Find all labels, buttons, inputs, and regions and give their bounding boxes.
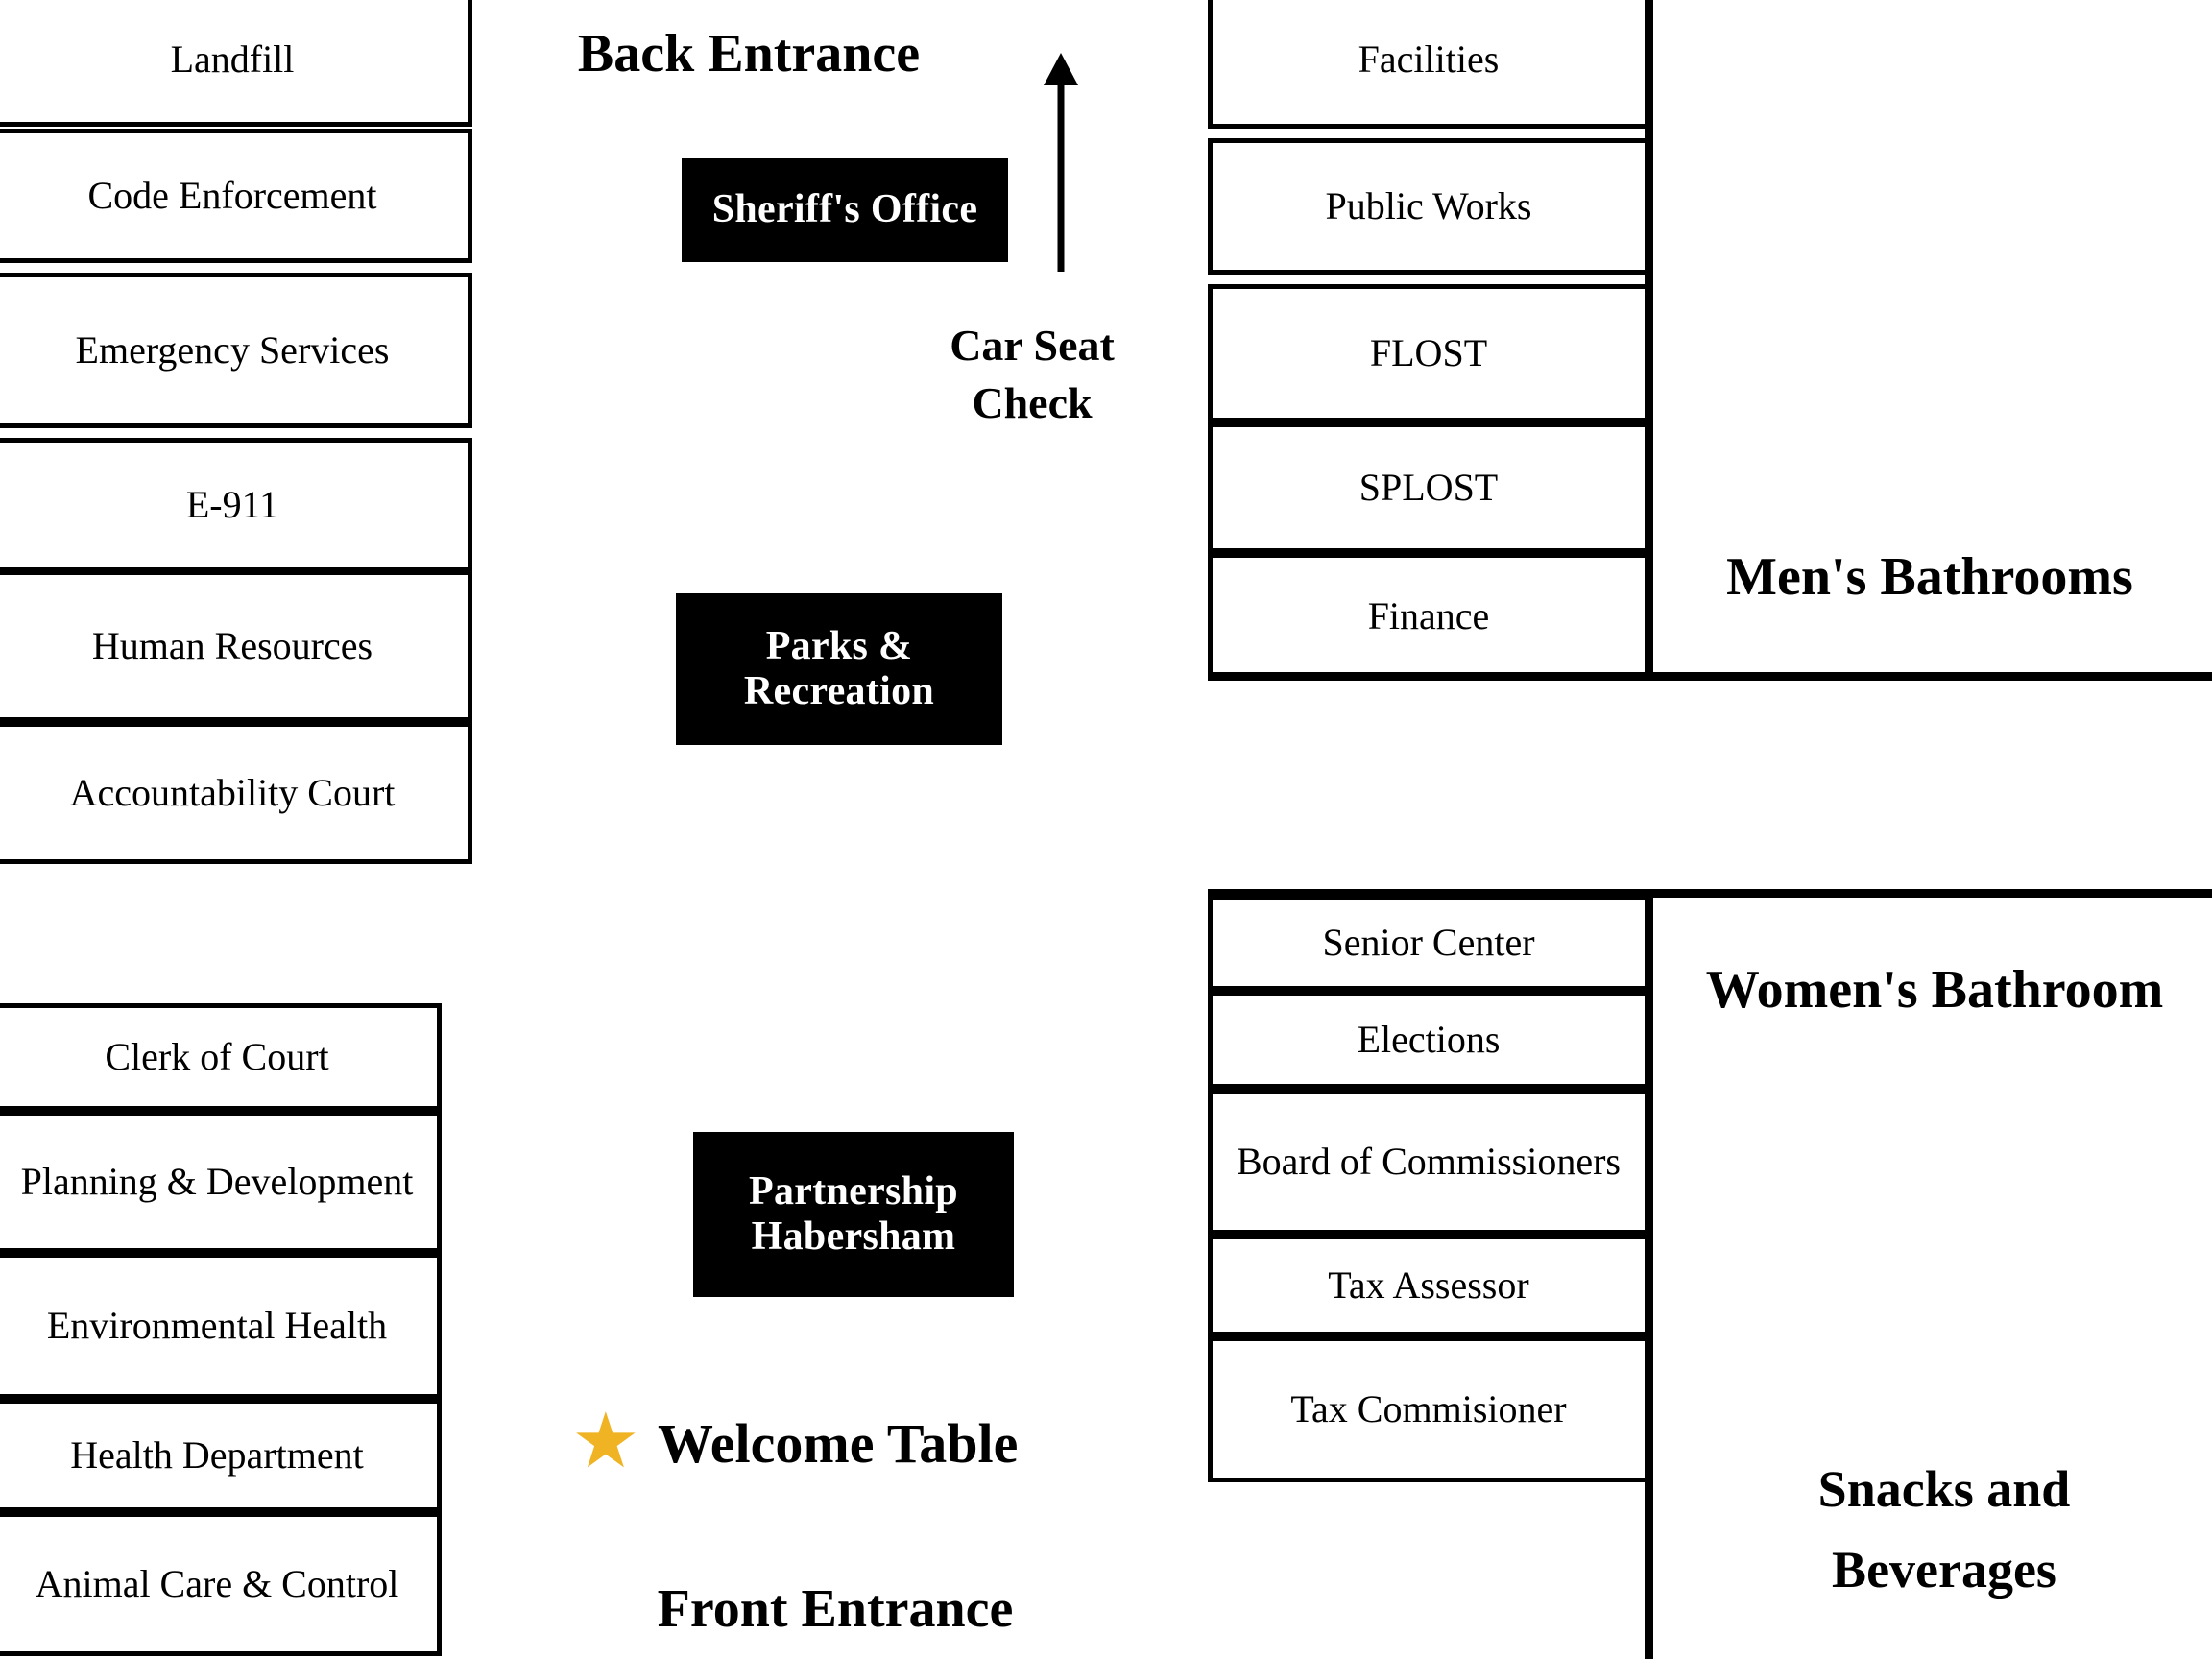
booth-label: Partnership Habersham bbox=[749, 1168, 958, 1259]
room-label: Landfill bbox=[170, 36, 295, 81]
room-code-enforcement[interactable] bbox=[0, 129, 472, 263]
booth-sheriffs-office[interactable] bbox=[682, 158, 1008, 262]
room-human-resources[interactable] bbox=[0, 570, 472, 722]
room-label: E-911 bbox=[185, 482, 279, 526]
room-label: Facilities bbox=[1358, 36, 1500, 81]
booth-parks-recreation[interactable] bbox=[676, 593, 1002, 745]
room-label: Environmental Health bbox=[46, 1303, 388, 1347]
corridor-wall-top-bottom bbox=[1208, 672, 2212, 681]
room-public-works[interactable] bbox=[1208, 138, 1649, 275]
room-label: Tax Commisioner bbox=[1290, 1386, 1567, 1431]
car-seat-check-arrow bbox=[1032, 53, 1090, 274]
corridor-wall-bottom-top bbox=[1208, 889, 2212, 898]
room-splost[interactable] bbox=[1208, 422, 1649, 553]
room-accountability-court[interactable] bbox=[0, 722, 472, 864]
room-tax-assessor[interactable] bbox=[1208, 1235, 1649, 1336]
room-label: Accountability Court bbox=[69, 770, 396, 814]
label-welcome-table: Welcome Table bbox=[658, 1412, 1019, 1475]
room-animal-care-control[interactable] bbox=[0, 1512, 442, 1656]
room-label: Tax Assessor bbox=[1328, 1262, 1529, 1307]
room-label: Emergency Services bbox=[75, 327, 390, 372]
room-label: Health Department bbox=[70, 1432, 364, 1477]
room-facilities[interactable] bbox=[1208, 0, 1649, 129]
room-label: Human Resources bbox=[91, 623, 373, 667]
corridor-wall-bottom-right bbox=[1645, 889, 1653, 1659]
room-board-of-commissioners[interactable] bbox=[1208, 1089, 1649, 1235]
room-e911[interactable] bbox=[0, 438, 472, 572]
corridor-wall-top-right bbox=[1645, 0, 1653, 680]
booth-partnership-habersham[interactable] bbox=[693, 1132, 1014, 1297]
room-label: Elections bbox=[1357, 1017, 1501, 1061]
room-tax-commisioner[interactable] bbox=[1208, 1336, 1649, 1482]
room-health-department[interactable] bbox=[0, 1399, 442, 1512]
booth-label: Sheriff's Office bbox=[711, 187, 978, 232]
room-label: Animal Care & Control bbox=[35, 1561, 399, 1605]
room-landfill[interactable] bbox=[0, 0, 472, 127]
room-planning-development[interactable] bbox=[0, 1111, 442, 1253]
label-back-entrance: Back Entrance bbox=[577, 24, 921, 84]
room-finance[interactable] bbox=[1208, 553, 1649, 680]
room-label: Clerk of Court bbox=[105, 1034, 329, 1078]
label-car-seat-check: Car Seat Check bbox=[950, 321, 1115, 427]
room-emergency-services[interactable] bbox=[0, 273, 472, 428]
room-clerk-of-court[interactable] bbox=[0, 1003, 442, 1111]
room-label: Finance bbox=[1367, 593, 1490, 637]
room-flost[interactable] bbox=[1208, 284, 1649, 422]
star-icon: ★ bbox=[571, 1400, 640, 1484]
label-womens-bathroom: Women's Bathroom bbox=[1705, 960, 2164, 1020]
room-label: Code Enforcement bbox=[87, 173, 377, 217]
booth-label: Parks & Recreation bbox=[743, 623, 935, 713]
label-snacks-beverages: Snacks and Beverages bbox=[1817, 1460, 2071, 1599]
room-label: Planning & Development bbox=[20, 1159, 414, 1203]
room-senior-center[interactable] bbox=[1208, 895, 1649, 991]
room-label: SPLOST bbox=[1358, 465, 1499, 509]
label-mens-bathrooms: Men's Bathrooms bbox=[1726, 547, 2133, 607]
room-label: Senior Center bbox=[1322, 920, 1535, 964]
room-label: FLOST bbox=[1369, 330, 1488, 374]
label-front-entrance: Front Entrance bbox=[657, 1579, 1014, 1639]
room-elections[interactable] bbox=[1208, 991, 1649, 1089]
room-label: Public Works bbox=[1325, 183, 1532, 228]
room-environmental-health[interactable] bbox=[0, 1253, 442, 1399]
room-label: Board of Commissioners bbox=[1237, 1139, 1621, 1183]
